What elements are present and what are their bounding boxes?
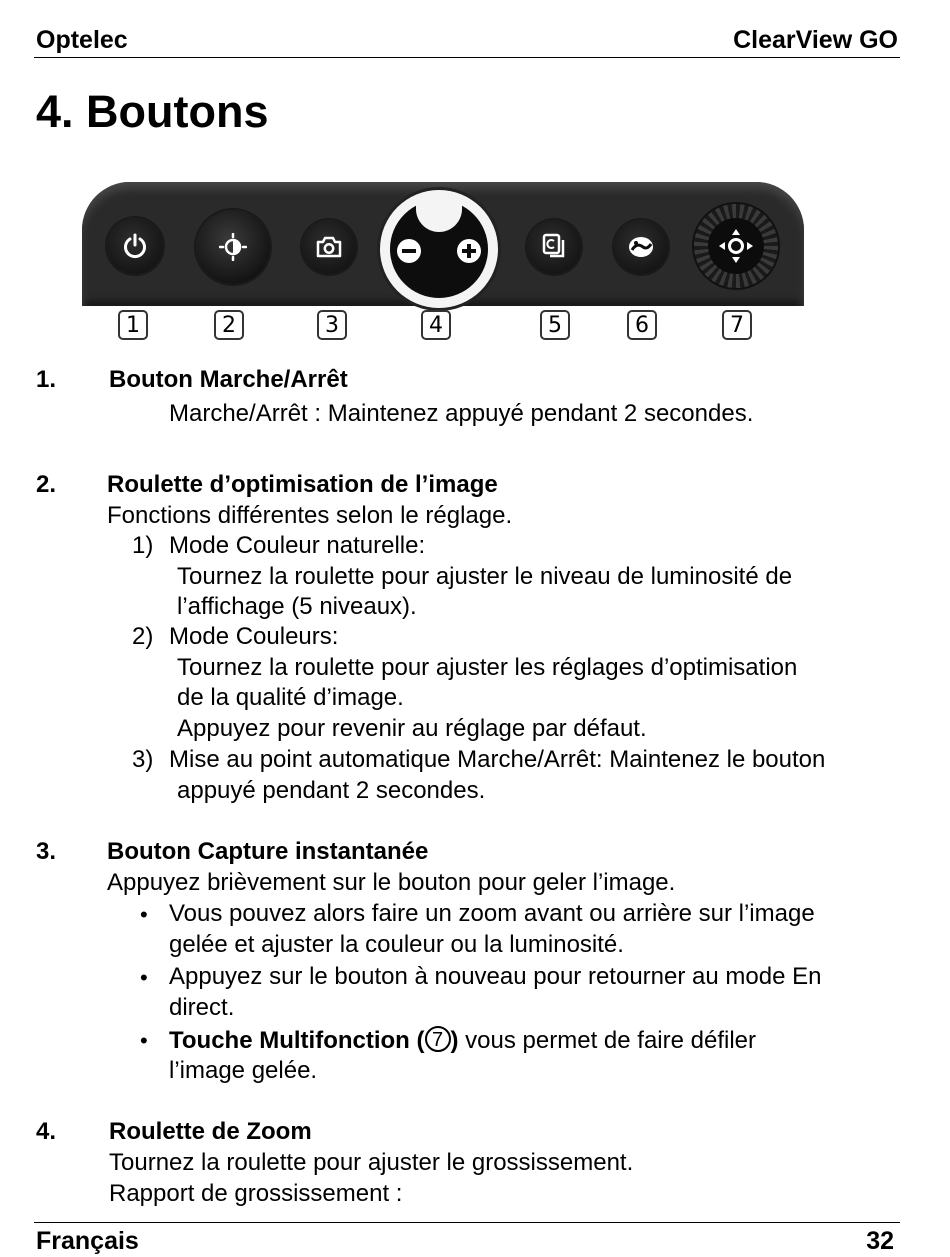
section-1-text: Marche/Arrêt : Maintenez appuyé pendant 2 secondes. xyxy=(169,400,754,427)
header-brand: Optelec xyxy=(36,26,128,54)
device-label-2: 2 xyxy=(214,310,244,340)
multifunction-key-image xyxy=(694,204,778,288)
device-label-1: 1 xyxy=(118,310,148,340)
header-product: ClearView GO xyxy=(733,26,898,54)
footer-rule xyxy=(34,1222,900,1223)
section-2-item-1-line-1: Tournez la roulette pour ajuster le niveau de luminosité de xyxy=(177,563,793,590)
capture-button-image xyxy=(302,220,356,274)
section-4-number: 4. xyxy=(36,1118,57,1145)
header-rule xyxy=(34,57,900,58)
device-label-3: 3 xyxy=(317,310,347,340)
brightness-icon xyxy=(219,233,247,261)
multifunction-key-term: Touche Multifonction ( xyxy=(169,1027,425,1054)
navigation-arrows-icon xyxy=(718,228,754,264)
section-3-bullet-1-line-1: Vous pouvez alors faire un zoom avant ou arrière sur l’image xyxy=(169,900,815,927)
section-2-item-1-label: Mode Couleur naturelle: xyxy=(169,532,426,559)
footer-language: Français xyxy=(36,1227,139,1255)
device-label-6: 6 xyxy=(627,310,657,340)
section-1-heading: Bouton Marche/Arrêt xyxy=(109,366,348,393)
color-mode-button-image xyxy=(614,220,668,274)
section-3-number: 3. xyxy=(36,838,57,865)
section-4-line-2: Rapport de grossissement : xyxy=(109,1180,403,1207)
zoom-wheel-image xyxy=(380,190,498,308)
section-1-number: 1. xyxy=(36,366,57,393)
section-3-intro: Appuyez brièvement sur le bouton pour geler l’image. xyxy=(107,869,676,896)
section-3-bullet-2-line-2: direct. xyxy=(169,994,235,1021)
bullet-icon: • xyxy=(140,965,148,990)
bullet-icon: • xyxy=(140,1028,148,1053)
section-4-heading: Roulette de Zoom xyxy=(109,1118,312,1145)
section-2-intro: Fonctions différentes selon le réglage. xyxy=(107,502,513,529)
section-2-number: 2. xyxy=(36,471,57,498)
section-2-heading: Roulette d’optimisation de l’image xyxy=(107,471,498,498)
circled-seven-icon: 7 xyxy=(425,1026,451,1052)
section-3-bullet-1-line-2: gelée et ajuster la couleur ou la luminosité. xyxy=(169,931,624,958)
section-2-item-2-line-1: Tournez la roulette pour ajuster les réglages d’optimisation xyxy=(177,654,798,681)
section-3-bullet-3-line-2: l’image gelée. xyxy=(169,1057,318,1084)
section-3-bullet-2-line-1: Appuyez sur le bouton à nouveau pour retourner au mode En xyxy=(169,963,822,990)
image-optimisation-wheel-image xyxy=(196,210,270,284)
section-4-line-1: Tournez la roulette pour ajuster le grossissement. xyxy=(109,1149,634,1176)
section-3-bullet-3-line-1 xyxy=(169,1026,756,1055)
section-2-item-1-line-2: l’affichage (5 niveaux). xyxy=(177,593,417,620)
power-icon xyxy=(121,232,149,260)
device-label-7: 7 xyxy=(722,310,752,340)
page-title: 4. Boutons xyxy=(36,86,269,137)
bullet-icon: • xyxy=(140,902,148,927)
device-label-5: 5 xyxy=(540,310,570,340)
multifunction-key-term-close: ) xyxy=(450,1027,459,1054)
section-2-item-2-marker: 2) xyxy=(132,623,154,650)
page-number: 32 xyxy=(866,1227,894,1255)
section-2-item-3-line-1: appuyé pendant 2 secondes. xyxy=(177,777,486,804)
camera-icon xyxy=(315,234,343,260)
section-2-item-3-label: Mise au point automatique Marche/Arrêt: Maintenez le bouton xyxy=(169,746,826,773)
section-2-item-2-line-3: Appuyez pour revenir au réglage par défaut. xyxy=(177,715,647,742)
section-3-heading: Bouton Capture instantanée xyxy=(107,838,429,865)
section-2-item-3-marker: 3) xyxy=(132,746,154,773)
section-2-item-1-marker: 1) xyxy=(132,532,154,559)
zoom-out-icon xyxy=(394,236,424,266)
document-mode-icon xyxy=(541,232,567,260)
section-2-item-2-label: Mode Couleurs: xyxy=(169,623,339,650)
section-2-item-2-line-2: de la qualité d’image. xyxy=(177,684,404,711)
multifunction-key-description: vous permet de faire défiler xyxy=(458,1027,756,1054)
device-label-4: 4 xyxy=(421,310,451,340)
power-button-image xyxy=(107,218,163,274)
mode-button-image xyxy=(527,220,581,274)
palette-icon xyxy=(626,233,656,261)
zoom-in-icon xyxy=(454,236,484,266)
